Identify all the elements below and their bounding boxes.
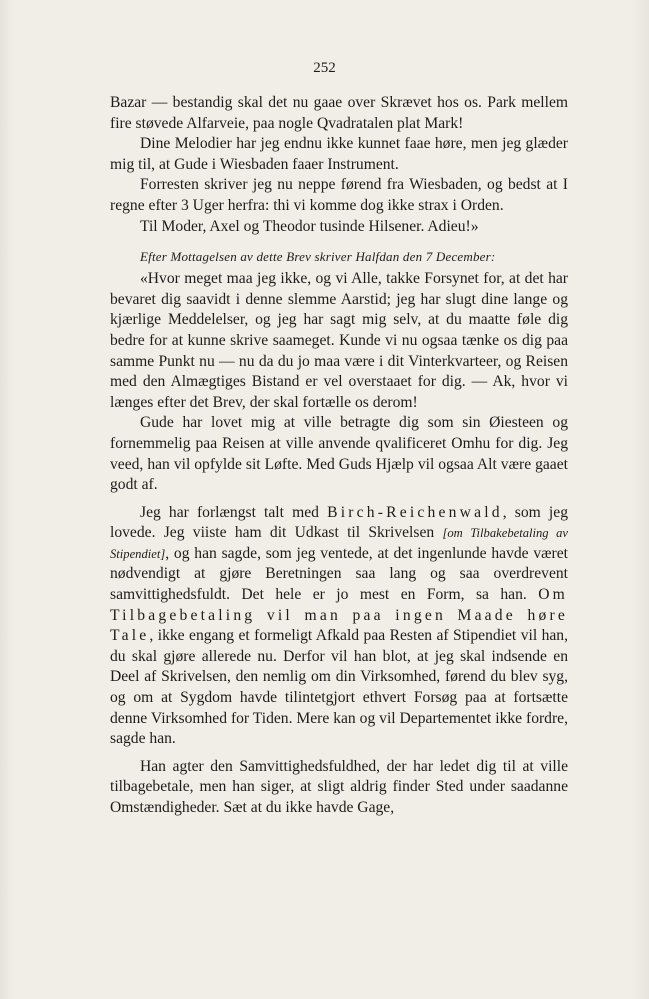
person-name-spaced: Birch-Reichenwald xyxy=(327,503,503,521)
paragraph-1: Bazar — bestandig skal det nu gaae over Skrævet hos os. Park mellem fire støvede Alfarveie, paa nogle Qvadratalen plat Mark! xyxy=(110,94,568,132)
paragraph-8: Han agter den Samvittighedsfuldhed, der har ledet dig til at ville tilbagebetale, men han siger, at sligt aldrig finder Sted under saadanne Omstændigheder. Sæt at du ikke havde Gage, xyxy=(110,757,568,816)
paragraph-7-part-b: , som jeg lovede. Jeg viiste ham dit Udkast til Skrivelsen xyxy=(110,503,568,542)
paragraph-2: Dine Melodier har jeg endnu ikke kunnet faae høre, men jeg glæder mig til, at Gude i Wiesbaden faaer Instrument. xyxy=(110,135,568,173)
page-body xyxy=(110,93,568,819)
page-number: 252 xyxy=(313,60,336,76)
paragraph-3: Forresten skriver jeg nu neppe førend fra Wiesbaden, og bedst at I regne efter 3 Uger herfra: thi vi komme dog ikke strax i Orden. xyxy=(110,176,568,214)
paragraph-5: «Hvor meget maa jeg ikke, og vi Alle, takke Forsynet for, at det har bevaret dig saavidt i denne slemme Aarstid; jeg har slugt dine lange og kjærlige Meddelelser, og jeg har sagt mig selv, at du maatte føle dig bedre for at kunne skrive saameget. Kunde vi nu ogsaa tænke os dig paa samme Punkt nu — nu da du jo maa være i dit Vinterkvarteer, og Reisen med den Almægtiges Bistand er vel overstaaet for dig. — Ak, hvor vi længes efter det Brev, der skal fortælle os derom! xyxy=(110,270,568,411)
emphasized-phrase: Om Tilbagebetaling vil man paa ingen Maade høre Tale xyxy=(110,586,568,645)
paragraph-7-part-c: , og han sagde, som jeg ventede, at det ingenlunde havde været nødvendigt at gjøre Beretningen saa lang og saa overdrevent samvittighedsfuldt. Det hele er jo mest en Form, sa han. xyxy=(110,544,568,604)
editorial-note: [om Tilbakebetaling av Stipendiet] xyxy=(110,526,568,561)
paragraph-7 xyxy=(110,503,568,750)
section-heading: Efter Mottagelsen av dette Brev skriver Halfdan den 7 December: xyxy=(140,249,496,265)
paragraph-7-part-a: Jeg har forlængst talt med xyxy=(140,503,328,521)
paragraph-4: Til Moder, Axel og Theodor tusinde Hilsener. Adieu!» xyxy=(140,217,479,235)
paragraph-7-part-d: , ikke engang et formeligt Afkald paa Resten af Stipendiet vil han, du skal gjøre allerede nu. Derfor vil han blot, at jeg skal indsende en Deel af Skrivelsen, den nemlig om din Virksomhed, førend du blev syg, og om at Sygdom havde tilintetgjort ethvert Forsøg paa at fortsætte denne Virksomhed for Tiden. Mere kan og vil Departementet ikke fordre, sagde han. xyxy=(110,627,568,748)
paragraph-6: Gude har lovet mig at ville betragte dig som sin Øiesteen og fornemmelig paa Reisen at ville anvende qvalificeret Omhu for dig. Jeg veed, han vil opfylde sit Løfte. Med Guds Hjælp vil ogsaa Alt være gaaet godt af. xyxy=(110,414,568,494)
